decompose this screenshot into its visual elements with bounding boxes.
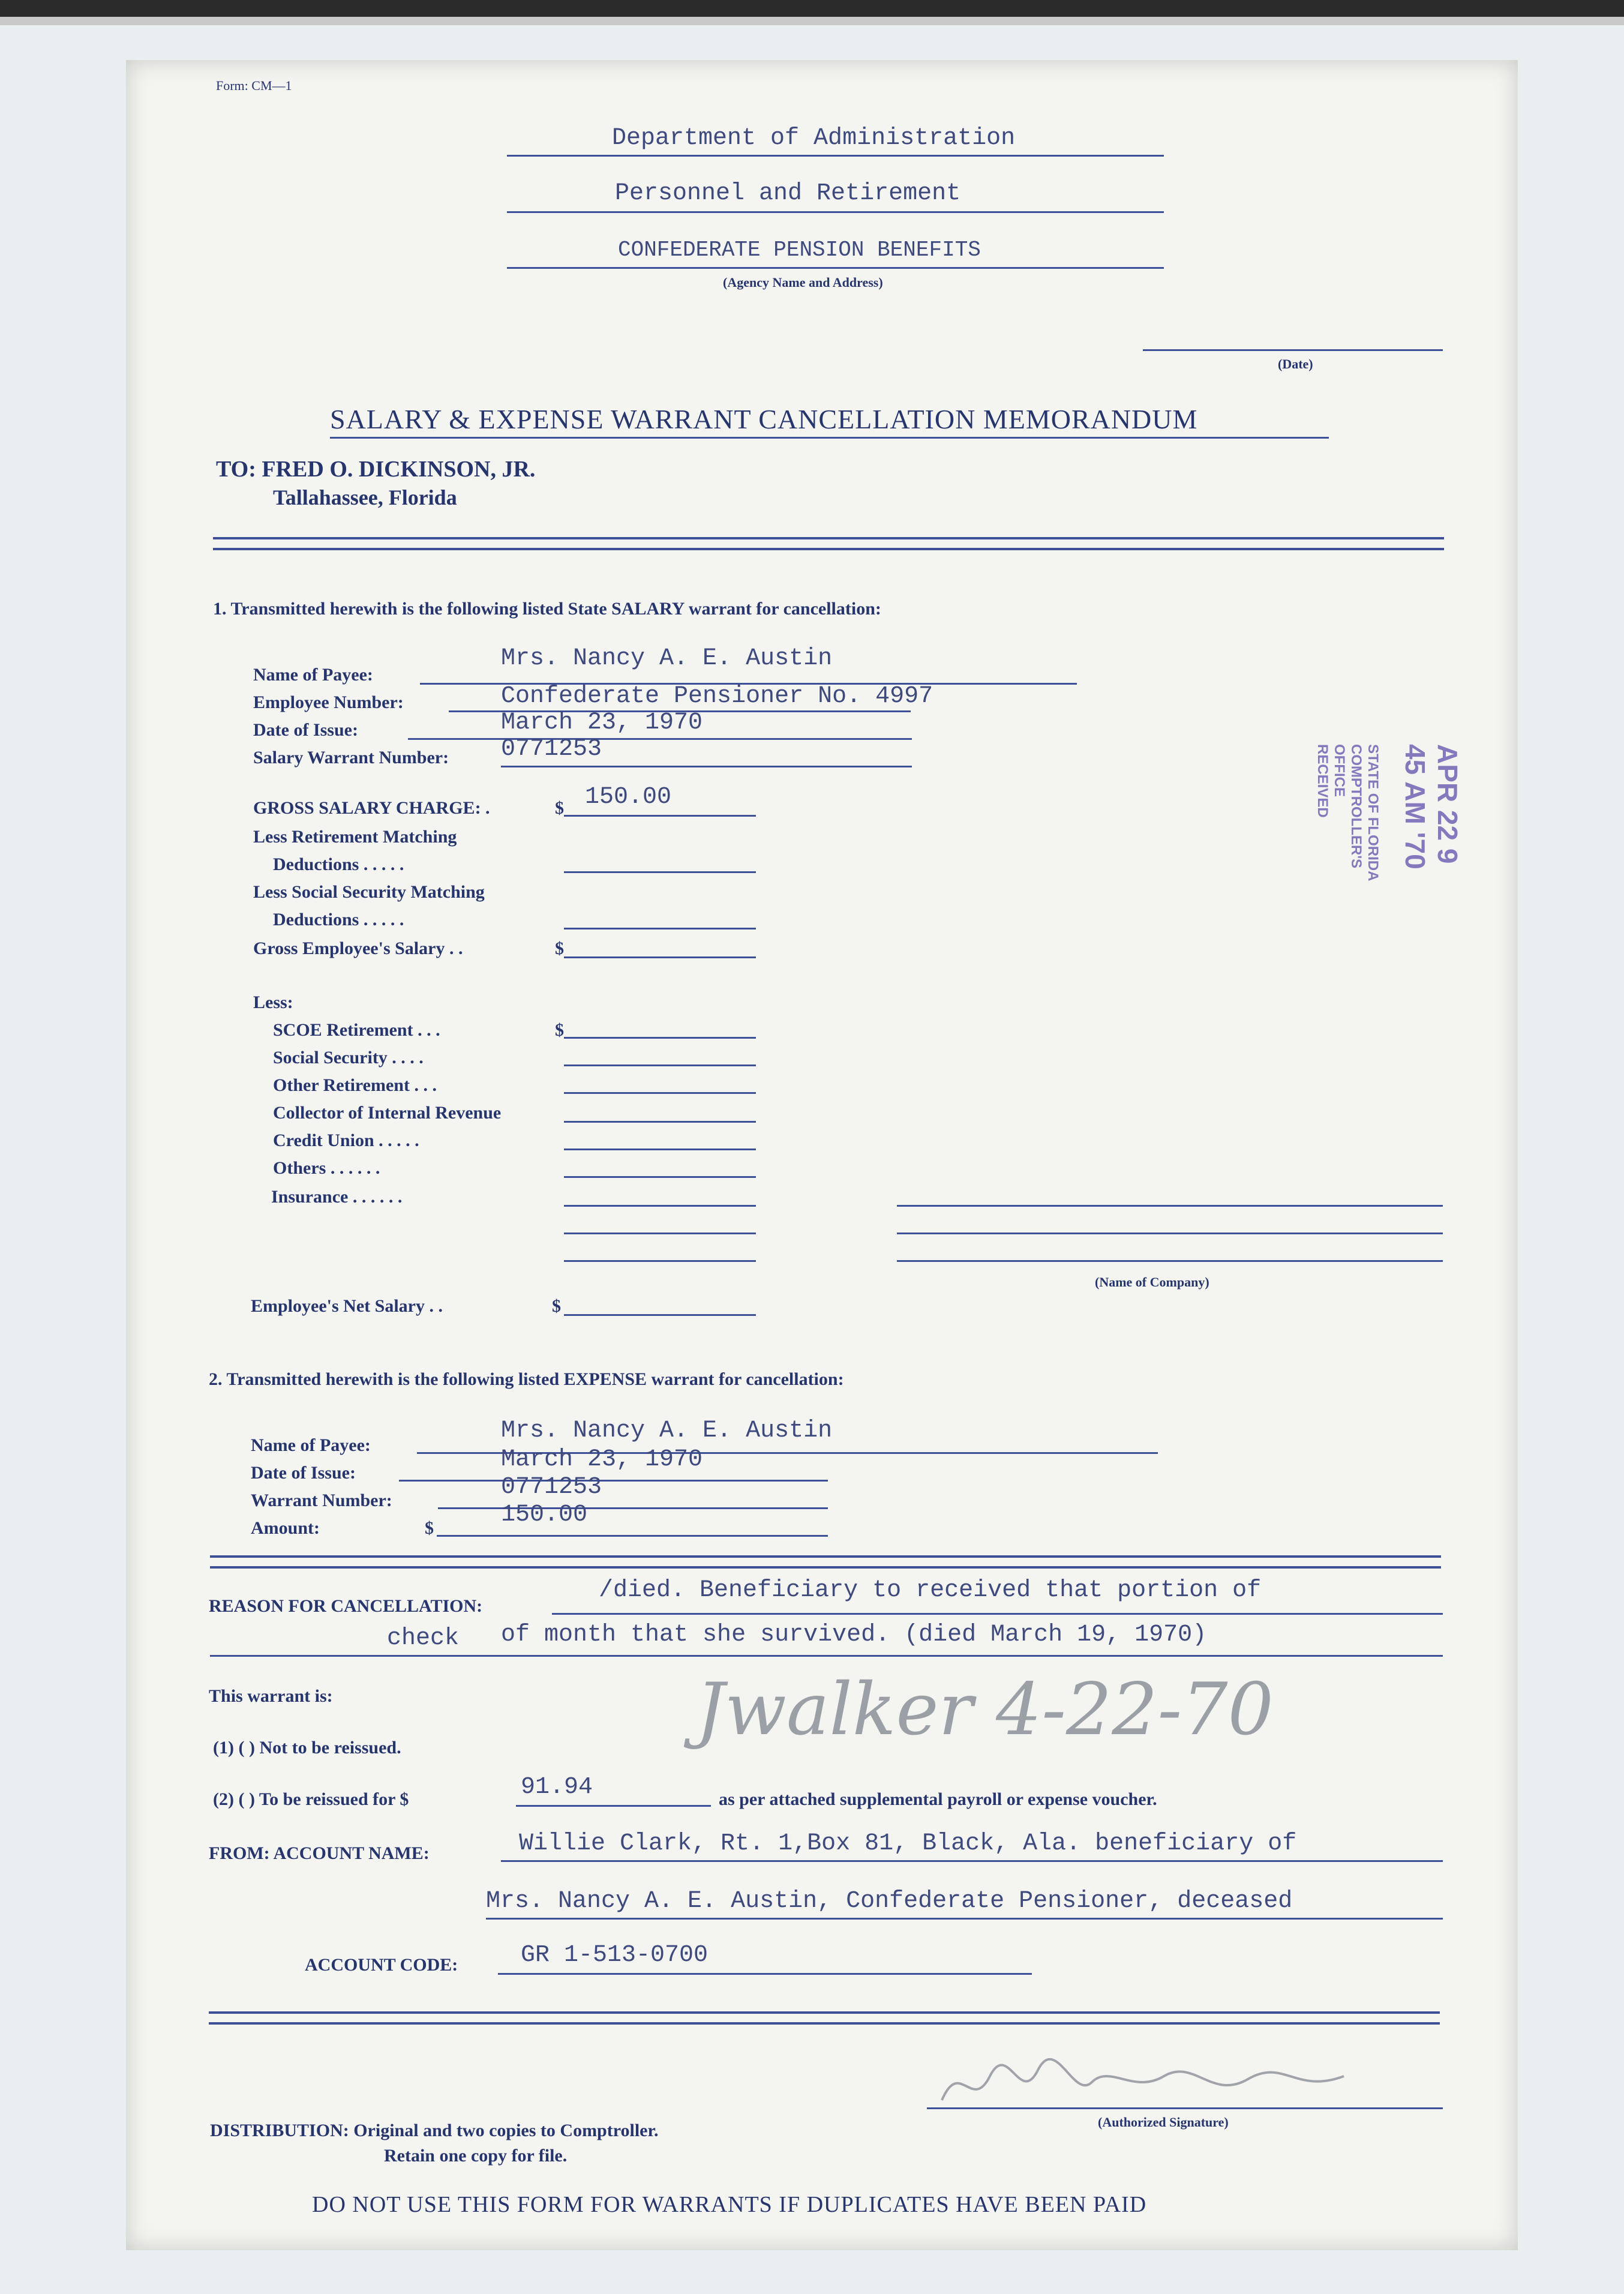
reissue-rule [516, 1805, 711, 1807]
date-issue-value: March 23, 1970 [501, 709, 703, 736]
agency-line1: Department of Administration [612, 125, 1016, 152]
form-id: Form: CM—1 [216, 78, 292, 93]
warrant-rule [501, 766, 912, 767]
stamp-line2: STATE OF FLORIDA [1365, 744, 1381, 881]
credit-rule [564, 1149, 756, 1150]
other-ret-label: Other Retirement . . . [273, 1075, 437, 1095]
divider-3 [209, 2011, 1440, 2025]
net-dollar: $ [552, 1296, 561, 1316]
received-stamp [1188, 744, 1464, 900]
reissue-amount: 91.94 [521, 1774, 593, 1801]
insurance-rule-2 [564, 1233, 756, 1234]
s2-amount-label: Amount: [251, 1518, 320, 1538]
collector-rule [564, 1121, 756, 1123]
signature-rule [927, 2107, 1443, 2109]
less-ss-2: Deductions . . . . . [273, 910, 404, 929]
scan-border [0, 0, 1624, 17]
scoe-label: SCOE Retirement . . . [273, 1020, 440, 1040]
divider-1 [213, 537, 1444, 550]
reason-rule2 [210, 1655, 1443, 1657]
agency-caption: (Agency Name and Address) [723, 275, 883, 290]
warrant-label: Salary Warrant Number: [253, 748, 449, 767]
stamp-line1: APR 22 9 45 AM '70 [1400, 744, 1463, 869]
form-page [126, 60, 1518, 2250]
less-label: Less: [253, 992, 293, 1012]
s2-warrant-rule [438, 1507, 828, 1509]
agency-line3: CONFEDERATE PENSION BENEFITS [618, 238, 981, 262]
gross-label: GROSS SALARY CHARGE: . [253, 798, 490, 818]
payee-value: Mrs. Nancy A. E. Austin [501, 645, 833, 672]
less-ret-2: Deductions . . . . . [273, 854, 404, 874]
gross-emp-rule [564, 956, 756, 958]
date-issue-rule [408, 738, 912, 740]
social-label: Social Security . . . . [273, 1048, 424, 1067]
from-label: FROM: ACCOUNT NAME: [209, 1843, 430, 1863]
to-line2: Tallahassee, Florida [273, 485, 457, 509]
gross-rule [564, 815, 756, 817]
gross-emp-dollar: $ [555, 938, 564, 958]
agency-rule3 [507, 267, 1164, 269]
insurance-rule [564, 1205, 756, 1207]
warrant-value: 0771253 [501, 736, 602, 763]
s2-amount-dollar: $ [425, 1518, 434, 1538]
other-ret-rule [564, 1092, 756, 1094]
scoe-rule [564, 1037, 756, 1039]
reason-line2b: of month that she survived. (died March 19, 1970) [501, 1621, 1207, 1648]
scoe-dollar: $ [555, 1020, 564, 1040]
handwritten-note: Jwalker 4-22-70 [696, 1668, 1274, 1752]
title-underline [330, 437, 1329, 439]
s2-amount-value: 150.00 [501, 1501, 588, 1528]
less-ss-1: Less Social Security Matching [253, 882, 485, 902]
account-code-value: GR 1-513-0700 [521, 1942, 709, 1969]
reason-label: REASON FOR CANCELLATION: [209, 1596, 483, 1616]
s2-warrant-label: Warrant Number: [251, 1491, 392, 1510]
section1-heading: 1. Transmitted herewith is the following listed State SALARY warrant for cancellation: [213, 599, 881, 619]
page-title: SALARY & EXPENSE WARRANT CANCELLATION MEMORANDUM [330, 404, 1198, 434]
distribution-line2: Retain one copy for file. [384, 2146, 568, 2166]
footer-warning: DO NOT USE THIS FORM FOR WARRANTS IF DUPLICATES HAVE BEEN PAID [312, 2192, 1147, 2217]
s2-payee-value: Mrs. Nancy A. E. Austin [501, 1417, 833, 1444]
reason-line1: /died. Beneficiary to received that portion of [599, 1577, 1262, 1604]
gross-emp-label: Gross Employee's Salary . . [253, 938, 463, 958]
employee-number-value: Confederate Pensioner No. 4997 [501, 683, 933, 710]
distribution-line1: DISTRIBUTION: Original and two copies to Comptroller. [210, 2121, 659, 2140]
date-issue-label: Date of Issue: [253, 720, 358, 740]
date-caption: (Date) [1278, 356, 1313, 371]
less-ret-1: Less Retirement Matching [253, 827, 457, 847]
others-rule [564, 1176, 756, 1178]
collector-label: Collector of Internal Revenue [273, 1103, 502, 1123]
warrant-option-1: (1) ( ) Not to be reissued. [213, 1738, 401, 1758]
company-caption: (Name of Company) [1095, 1275, 1209, 1290]
insurance-label: Insurance . . . . . . [271, 1187, 403, 1207]
warrant-is-label: This warrant is: [209, 1686, 333, 1706]
account-code-label: ACCOUNT CODE: [305, 1955, 458, 1975]
warrant-option-2: (2) ( ) To be reissued for $ [213, 1789, 409, 1809]
s2-payee-label: Name of Payee: [251, 1435, 371, 1455]
s2-warrant-value: 0771253 [501, 1474, 602, 1501]
stamp-line3: COMPTROLLER'S OFFICE [1331, 744, 1364, 869]
authorized-caption: (Authorized Signature) [1098, 2115, 1229, 2130]
divider-2 [210, 1555, 1441, 1569]
others-label: Others . . . . . . [273, 1158, 380, 1178]
gross-dollar: $ [555, 798, 564, 818]
s2-date-rule [399, 1480, 828, 1482]
account-code-rule [498, 1973, 1032, 1975]
section2-heading: 2. Transmitted herewith is the following listed EXPENSE warrant for cancellation: [209, 1369, 844, 1389]
net-rule [564, 1314, 756, 1316]
to-line1: TO: FRED O. DICKINSON, JR. [216, 457, 536, 482]
from-line1: Willie Clark, Rt. 1,Box 81, Black, Ala. beneficiary of [519, 1830, 1297, 1857]
date-rule [1143, 349, 1443, 351]
agency-rule2 [507, 211, 1164, 213]
scan-edge [0, 17, 1624, 25]
employee-number-label: Employee Number: [253, 692, 404, 712]
warrant-option-2-tail: as per attached supplemental payroll or expense voucher. [719, 1789, 1157, 1809]
agency-rule1 [507, 155, 1164, 157]
net-label: Employee's Net Salary . . [251, 1296, 443, 1316]
company-rule-3 [897, 1260, 1443, 1262]
gross-value: 150.00 [585, 784, 672, 811]
company-rule-1 [897, 1205, 1443, 1207]
credit-label: Credit Union . . . . . [273, 1130, 419, 1150]
from-line2: Mrs. Nancy A. E. Austin, Confederate Pensioner, deceased [486, 1888, 1293, 1915]
s2-date-label: Date of Issue: [251, 1463, 356, 1483]
company-rule-2 [897, 1233, 1443, 1234]
less-ss-rule [564, 928, 756, 929]
less-ret-rule [564, 871, 756, 873]
from-rule2 [486, 1918, 1443, 1920]
social-rule [564, 1064, 756, 1066]
agency-line2: Personnel and Retirement [615, 180, 961, 207]
from-rule1 [501, 1860, 1443, 1862]
reason-rule1 [552, 1613, 1443, 1615]
s2-date-value: March 23, 1970 [501, 1446, 703, 1473]
stamp-line4: RECEIVED [1314, 744, 1331, 818]
reason-line2a: check [387, 1625, 460, 1652]
payee-label: Name of Payee: [253, 665, 373, 685]
s2-amount-rule [437, 1535, 828, 1537]
insurance-rule-3 [564, 1260, 756, 1262]
